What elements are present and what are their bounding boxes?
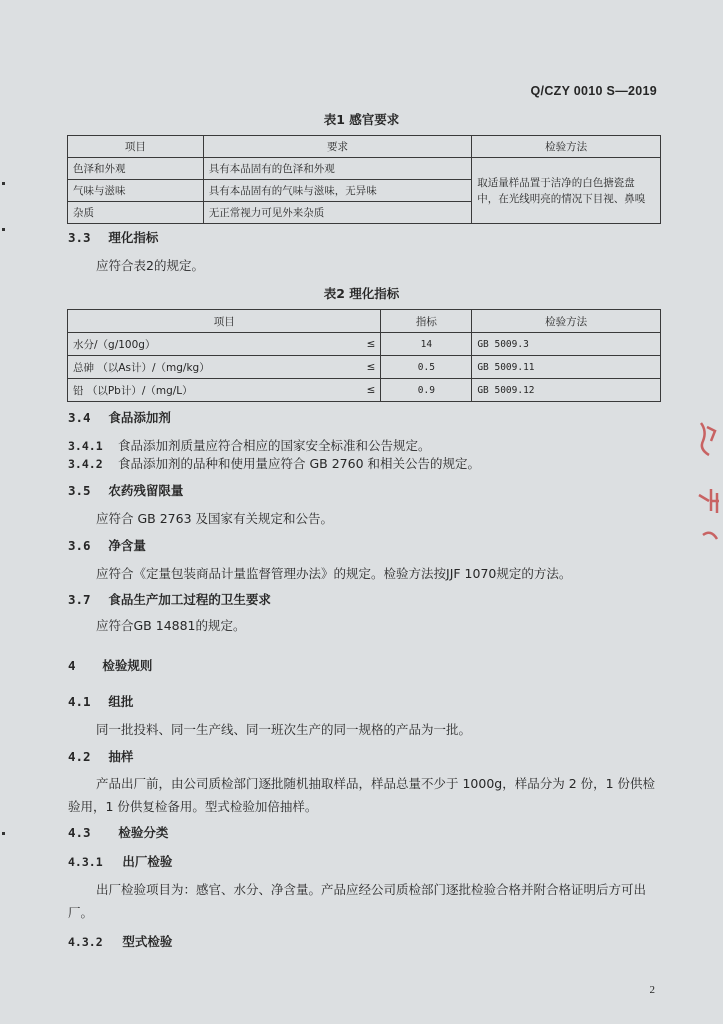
clause: 3.4.2 食品添加剂的品种和使用量应符合 GB 2760 和相关公告的规定。 bbox=[68, 456, 480, 471]
table-cell: 0.9 bbox=[381, 379, 472, 402]
table-cell: ≤ bbox=[335, 379, 381, 402]
table-header: 项目 bbox=[68, 136, 204, 158]
table2-caption: 表2 理化指标 bbox=[323, 286, 400, 301]
table-row bbox=[68, 379, 661, 402]
table-cell: 具有本品固有的气味与滋味，无异味 bbox=[203, 180, 472, 202]
table-cell: 水分/（g/100g） bbox=[68, 333, 336, 356]
table-row bbox=[68, 333, 661, 356]
section-heading: 3.5 农药残留限量 bbox=[68, 483, 184, 498]
margin-mark bbox=[2, 832, 5, 835]
margin-mark bbox=[2, 228, 5, 231]
table-row bbox=[68, 158, 661, 180]
section-heading: 4.3.1 出厂检验 bbox=[68, 854, 173, 869]
table1-caption: 表1 感官要求 bbox=[323, 112, 400, 127]
table-cell: 气味与滋味 bbox=[68, 180, 204, 202]
section-text: 应符合《定量包装商品计量监督管理办法》的规定。检验方法按JJF 1070规定的方法。 bbox=[96, 566, 572, 581]
margin-mark bbox=[2, 182, 5, 185]
table-cell: 具有本品固有的色泽和外观 bbox=[203, 158, 472, 180]
table-cell: ≤ bbox=[335, 333, 381, 356]
section-text: 出厂检验项目为：感官、水分、净含量。产品应经公司质检部门逐批检验合格并附合格证明后方可出厂。 bbox=[68, 882, 647, 920]
table-cell: 14 bbox=[381, 333, 472, 356]
table-header: 要求 bbox=[203, 136, 472, 158]
table-cell: 色泽和外观 bbox=[68, 158, 204, 180]
table-cell: 总砷 （以As计）/（mg/kg） bbox=[68, 356, 336, 379]
table-header: 检验方法 bbox=[472, 136, 661, 158]
section-heading: 3.7 食品生产加工过程的卫生要求 bbox=[68, 592, 271, 607]
table-cell: 杂质 bbox=[68, 202, 204, 224]
section-heading: 4.2 抽样 bbox=[68, 749, 134, 764]
section-heading: 3.4 食品添加剂 bbox=[68, 410, 171, 425]
section-heading: 4.1 组批 bbox=[68, 694, 134, 709]
section-text: 产品出厂前，由公司质检部门逐批随机抽取样品，样品总量不少于 1000g，样品分为 2 份，1 份供检验用，1 份供复检备用。型式检验加倍抽样。 bbox=[68, 776, 656, 814]
table-cell: 无正常视力可见外来杂质 bbox=[203, 202, 472, 224]
section-heading: 4.3.2 型式检验 bbox=[68, 934, 173, 949]
table-header-row bbox=[68, 136, 661, 158]
section-text: 同一批投料、同一生产线、同一班次生产的同一规格的产品为一批。 bbox=[96, 722, 472, 737]
section-heading: 3.6 净含量 bbox=[68, 538, 146, 553]
table-cell: GB 5009.3 bbox=[472, 333, 661, 356]
table-header-row bbox=[68, 310, 661, 333]
chapter-heading: 4 检验规则 bbox=[68, 658, 153, 673]
clause: 3.4.1 食品添加剂质量应符合相应的国家安全标准和公告规定。 bbox=[68, 438, 431, 453]
table-row bbox=[68, 356, 661, 379]
table-header: 指标 bbox=[381, 310, 472, 333]
section-text: 应符合 GB 2763 及国家有关规定和公告。 bbox=[96, 511, 333, 526]
sensory-requirements-table bbox=[67, 135, 661, 224]
section-heading: 4.3 检验分类 bbox=[68, 825, 169, 840]
table-header: 检验方法 bbox=[472, 310, 661, 333]
physicochemical-table bbox=[67, 309, 661, 402]
section-heading: 3.3 理化指标 bbox=[68, 230, 159, 245]
table-cell: GB 5009.11 bbox=[472, 356, 661, 379]
table-cell: ≤ bbox=[335, 356, 381, 379]
document-code: Q/CZY 0010 S—2019 bbox=[530, 84, 657, 98]
partial-seal-stamp bbox=[693, 405, 723, 570]
table-cell: 铅 （以Pb计）/（mg/L） bbox=[68, 379, 336, 402]
test-method-cell: 取适量样品置于洁净的白色搪瓷盘中，在光线明亮的情况下目视、鼻嗅 bbox=[472, 158, 661, 224]
table-header: 项目 bbox=[68, 310, 381, 333]
table-cell: 0.5 bbox=[381, 356, 472, 379]
page-number: 2 bbox=[649, 984, 655, 996]
section-text: 应符合GB 14881的规定。 bbox=[96, 618, 246, 633]
section-text: 应符合表2的规定。 bbox=[96, 258, 204, 273]
table-cell: GB 5009.12 bbox=[472, 379, 661, 402]
